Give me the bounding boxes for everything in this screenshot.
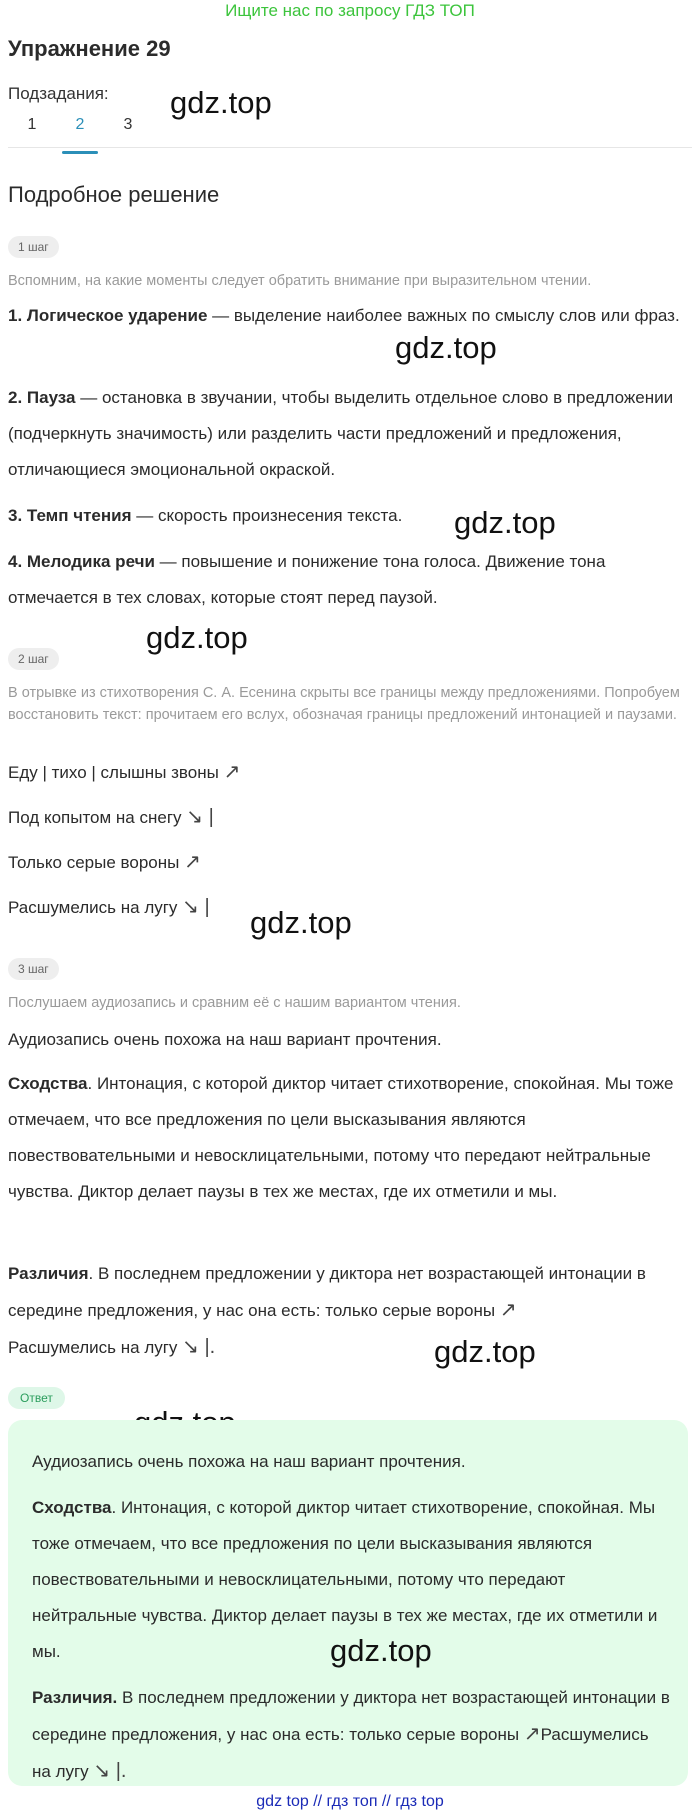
item-text: . Интонация, с которой диктор читает стихотворение, спокойная. Мы тоже отмечаем, что все предложения по цели высказывания являются повествовательными и невосклицательными, потому что передают нейтральные чувства. Диктор делает паузы в тех же местах, где их отметили и мы. — [32, 1498, 658, 1661]
answer-p1: Аудиозапись очень похожа на наш вариант прочтения. — [32, 1452, 466, 1471]
poem-line-2 — [8, 805, 214, 830]
item-text: — остановка в звучании, чтобы выделить отдельное слово в предложении (подчеркнуть значимость) или разделить части предложений и предложения, отличающиеся эмоциональной окраской. — [8, 388, 674, 479]
step-3-p1: Аудиозапись очень похожа на наш вариант прочтения. — [8, 1030, 442, 1049]
falling-arrow-icon: ↘ |. — [182, 1336, 216, 1358]
section-title: Подробное решение — [8, 182, 220, 207]
step-2-intro: В отрывке из стихотворения С. А. Есенина скрыты все границы между предложениями. Попробуем восстановить текст: прочитаем его вслух, обозначая границы предложений интонацией и паузами. — [8, 685, 680, 723]
line-text: Под копытом на снегу — [8, 808, 187, 827]
item-text: В последнем предложении у диктора нет возрастающей интонации в середине предложения, у нас она есть: только серые вороны — [32, 1688, 670, 1744]
footer-links[interactable]: gdz top // гдз топ // гдз top — [256, 1793, 444, 1810]
step-badge-2: 2 шаг — [8, 648, 59, 670]
subtasks-label: Подзадания: — [8, 84, 109, 103]
line-text: Расшумелись на лугу — [8, 898, 183, 917]
item-text: — выделение наиболее важных по смыслу слов или фраз. — [207, 306, 680, 325]
term: 1. Логическое ударение — [8, 306, 208, 325]
poem-line-4 — [8, 895, 210, 920]
watermark: gdz.top — [146, 620, 248, 655]
answer-badge: Ответ — [8, 1387, 65, 1409]
item-text: . Интонация, с которой диктор читает стихотворение, спокойная. Мы тоже отмечаем, что все предложения по цели высказывания являются повествовательными и невосклицательными, потому что передают нейтральные чувства. Диктор делает паузы в тех же местах, где их отметили и мы. — [8, 1074, 674, 1201]
tab-3[interactable]: 3 — [123, 116, 133, 133]
step-badge-3: 3 шаг — [8, 958, 59, 980]
watermark: gdz.top — [395, 330, 497, 365]
term: Сходства — [8, 1074, 88, 1093]
watermark: gdz.top — [454, 505, 556, 540]
item-text: — скорость произнесения текста. — [131, 506, 403, 525]
term: 3. Темп чтения — [8, 506, 132, 525]
item-text: Расшумелись на лугу — [8, 1338, 183, 1357]
falling-arrow-icon: ↘ | — [182, 896, 210, 918]
subtask-tabs — [8, 112, 152, 148]
step-3-intro: Послушаем аудиозапись и сравним её с нашим вариантом чтения. — [8, 995, 461, 1011]
tab-1[interactable]: 1 — [27, 116, 37, 133]
line-text: Только серые вороны — [8, 853, 185, 872]
item-text: Расшумелись на лугу — [32, 1725, 649, 1781]
watermark: gdz.top — [434, 1334, 536, 1369]
term: Различия. — [32, 1688, 118, 1707]
step-1-item-4 — [8, 544, 688, 616]
item-text: — повышение и понижение тона голоса. Движение тона отмечается в тех словах, которые стоят перед паузой. — [8, 552, 606, 607]
falling-arrow-icon: ↘ | — [186, 806, 214, 828]
answer-differences — [32, 1680, 672, 1790]
term: 4. Мелодика речи — [8, 552, 155, 571]
rising-arrow-icon: ↗ — [499, 1299, 517, 1321]
step-badge-1: 1 шаг — [8, 236, 59, 258]
rising-arrow-icon: ↗ — [223, 761, 241, 783]
watermark: gdz.top — [330, 1633, 432, 1668]
page-title: Упражнение 29 — [8, 36, 171, 61]
line-text: Еду | тихо | слышны звоны — [8, 763, 224, 782]
falling-arrow-icon: ↘ |. — [93, 1760, 127, 1782]
step-1-item-3 — [8, 498, 688, 534]
step-1-item-1 — [8, 298, 688, 334]
search-banner: Ищите нас по запросу ГДЗ ТОП — [225, 1, 475, 20]
poem-line-1 — [8, 760, 240, 785]
term: Различия — [8, 1264, 89, 1283]
rising-arrow-icon: ↗ — [184, 851, 201, 873]
term: Сходства — [32, 1498, 112, 1517]
divider — [8, 147, 692, 148]
watermark: gdz.top — [170, 85, 272, 120]
tab-2[interactable]: 2 — [56, 112, 104, 148]
watermark: gdz.top — [250, 905, 352, 940]
step-3-differences — [8, 1256, 688, 1366]
step-1-intro: Вспомним, на какие моменты следует обратить внимание при выразительном чтении. — [8, 273, 592, 289]
poem-line-3 — [8, 850, 201, 875]
step-1-item-2 — [8, 380, 688, 488]
item-text: . В последнем предложении у диктора нет возрастающей интонации в середине предложения, у нас она есть: только серые вороны — [8, 1264, 646, 1320]
term: 2. Пауза — [8, 388, 76, 407]
step-3-similarities — [8, 1066, 688, 1210]
rising-arrow-icon: ↗ — [523, 1723, 541, 1745]
